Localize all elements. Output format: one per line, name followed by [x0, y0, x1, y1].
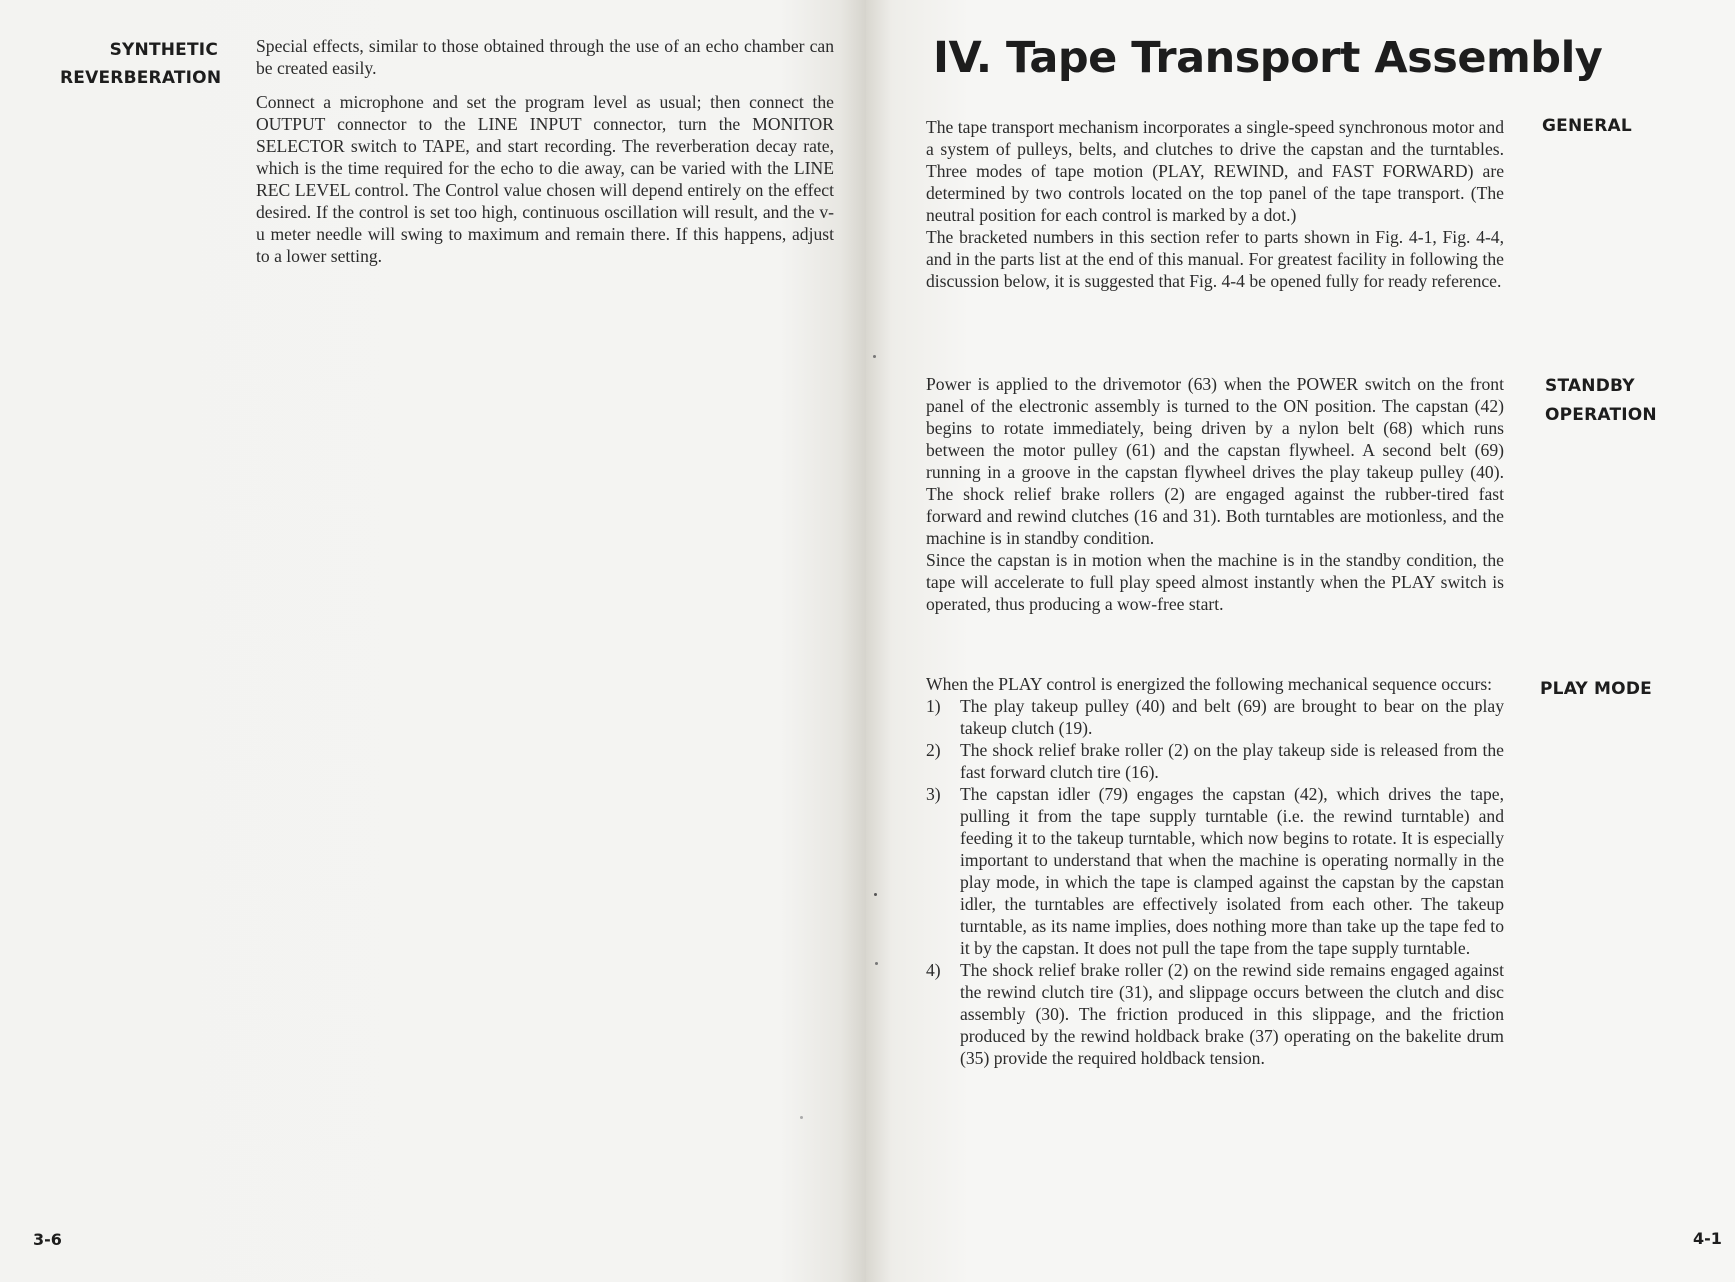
paragraph: Special effects, similar to those obtained through the use of an echo chamber can be created easily. — [256, 36, 834, 78]
paragraph: The tape transport mechanism incorporates a single-speed synchronous motor and a system of pulleys, belts, and clutches to drive the capstan and the turntables. Three modes of tape motion (PLAY, REWIND, and FAST FORWARD) are determined by two controls located on the top panel of the tape transport. (The neutral position for each control is marked by a dot.) — [926, 117, 1504, 225]
heading-line: SYNTHETIC — [109, 40, 218, 60]
chapter-title: IV. Tape Transport Assembly — [933, 33, 1603, 83]
step-number: 4) — [926, 960, 941, 980]
binding-speck — [874, 893, 877, 896]
step-text: The capstan idler (79) engages the capstan (42), which drives the tape, pulling it from the tape supply turntable (i.e. the rewind turntable) and feeding it to the takeup turntable, which now begins to rotate. It is especially important to understand that when the machine is operating normally in the play mode, in which the tape is clamped against the capstan by the capstan idler, the turntables are effectively isolated from each other. The takeup turntable, as its name implies, does nothing more than take up the tape fed to it by the capstan. It does not pull the tape from the tape supply turntable. — [960, 784, 1504, 958]
section-heading-general: GENERAL — [1542, 116, 1632, 136]
step-number: 1) — [926, 696, 941, 716]
paragraph: When the PLAY control is energized the following mechanical sequence occurs: — [926, 674, 1493, 694]
standby-text — [926, 373, 1504, 615]
step-text: The shock relief brake roller (2) on the rewind side remains engaged against the rewind clutch tire (31), and slippage occurs between the clutch and disc assembly (30). The friction produced in this slippage, and the friction produced by the rewind holdback brake (37) operating on the bakelite drum (35) provide the required holdback tension. — [960, 960, 1504, 1068]
heading-line: REVERBERATION — [60, 68, 222, 88]
list-item — [926, 959, 1504, 1069]
list-item — [926, 695, 1504, 739]
paragraph: Connect a microphone and set the program level as usual; then connect the OUTPUT connector to the LINE INPUT connector, turn the MONITOR SELECTOR switch to TAPE, and start recording. The reverberation decay rate, which is the time required for the echo to die away, can be varied with the LINE REC LEVEL control. The Control value chosen will depend entirely on the effect desired. If the control is set too high, continuous oscillation will result, and the v-u meter needle will swing to maximum and remain there. If this happens, adjust to a lower setting. — [256, 92, 834, 266]
binding-speck — [875, 962, 878, 965]
general-text — [926, 116, 1504, 292]
section-heading-play-mode: PLAY MODE — [1540, 679, 1652, 699]
section-heading-standby-operation — [1545, 372, 1657, 429]
page-number-left: 3-6 — [33, 1230, 62, 1249]
step-number: 3) — [926, 784, 941, 804]
heading-line: OPERATION — [1545, 405, 1657, 425]
list-item — [926, 739, 1504, 783]
play-mode-steps — [926, 695, 1504, 1069]
step-text: The shock relief brake roller (2) on the play takeup side is released from the fast forward clutch tire (16). — [960, 740, 1504, 782]
page-number-right: 4-1 — [1693, 1229, 1722, 1248]
binding-speck — [873, 355, 876, 358]
play-mode-text — [926, 673, 1504, 1069]
reverberation-text — [256, 35, 834, 267]
step-number: 2) — [926, 740, 941, 760]
paragraph: Power is applied to the drivemotor (63) when the POWER switch on the front panel of the electronic assembly is turned to the ON position. The capstan (42) begins to rotate immediately, being driven by a nylon belt (68) which runs between the motor pulley (61) and the capstan flywheel. A second belt (69) running in a groove in the capstan flywheel drives the play takeup pulley (40). The shock relief brake rollers (2) are engaged against the rubber-tired fast forward and rewind clutches (16 and 31). Both turntables are motionless, and the machine is in standby condition. — [926, 374, 1504, 548]
heading-line: STANDBY — [1545, 376, 1635, 396]
list-item — [926, 783, 1504, 959]
section-heading-synthetic-reverberation — [60, 36, 222, 92]
step-text: The play takeup pulley (40) and belt (69) are brought to bear on the play takeup clutch (19). — [960, 696, 1504, 738]
paragraph: Since the capstan is in motion when the machine is in the standby condition, the tape will accelerate to full play speed almost instantly when the PLAY switch is operated, thus producing a wow-free start. — [926, 550, 1504, 614]
left-page — [0, 0, 866, 1282]
paragraph: The bracketed numbers in this section refer to parts shown in Fig. 4-1, Fig. 4-4, and in the parts list at the end of this manual. For greatest facility in following the discussion below, it is suggested that Fig. 4-4 be opened fully for ready reference. — [926, 227, 1504, 291]
binding-speck — [800, 1116, 803, 1119]
